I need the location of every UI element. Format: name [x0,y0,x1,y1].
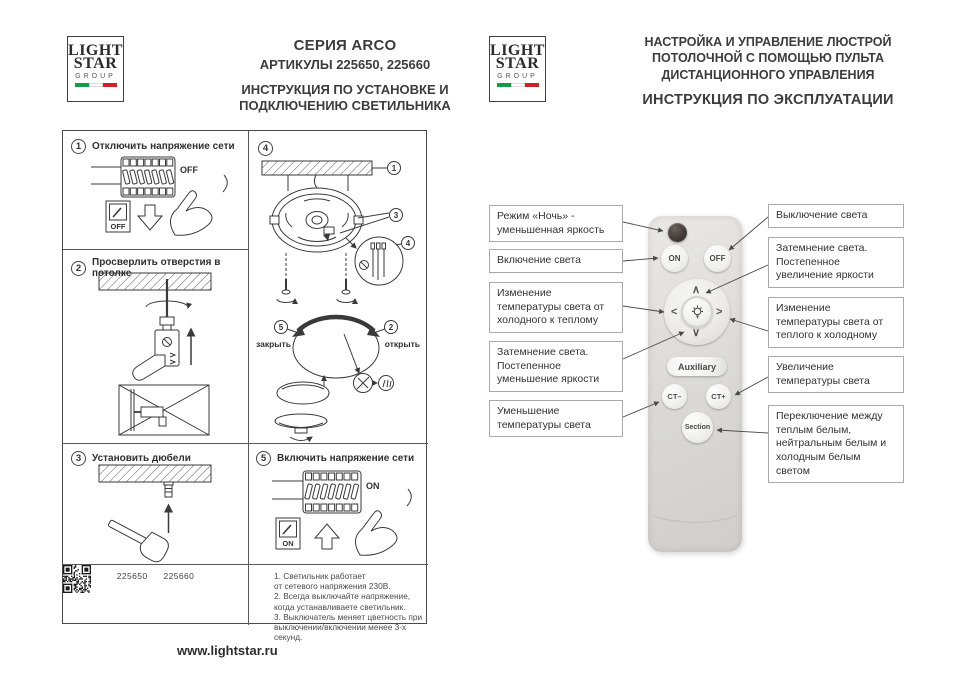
callout-light-off: Выключение света [768,204,904,228]
step5-header [256,451,414,466]
step2-header [71,257,248,279]
callout-dim-decrease: Затемнение света. Постепенное уменьшение яркости [489,341,623,392]
operation-subtitle-line3: ДИСТАНЦИОННОГО УПРАВЛЕНИЯ [661,67,875,82]
step3-cell [63,443,248,564]
step3-header [71,451,191,466]
note-line: выключении/включении менее 3-х секунд. [274,622,407,643]
note-line: когда устанавливаете светильник. [274,601,406,612]
ref-1: 1 [391,164,397,173]
lightstar-logo-left: LIGHT STAR GROUP [67,36,124,102]
left-header-title [150,37,540,114]
step3-number: 3 [71,451,86,466]
off-button: OFF [704,245,731,272]
step4-illustration mounting-diagram [248,131,428,443]
step5-number: 5 [256,451,271,466]
qr-label-225650: 225650 [116,571,148,581]
step1-header [71,139,235,154]
step5-cell [248,443,428,564]
qr-article-1 [117,571,148,625]
ct-minus-button: CT– [662,384,687,409]
callout-temp-warm-to-cold: Изменение температуры света от теплого к холодному [768,297,904,348]
operation-subtitle-line2: ПОТОЛОЧНОЙ С ПОМОЩЬЮ ПУЛЬТА [651,51,884,66]
callout-temp-increase: Увеличение температуры света [768,356,904,393]
lightstar-logo-right: LIGHT STAR GROUP [489,36,546,102]
section-button: Section [682,412,713,443]
note-line: 2. Всегда выключайте напряжение, [274,591,411,602]
ref-3: 3 [393,211,399,220]
auxiliary-button: Auxiliary [667,357,727,376]
ref-2: 2 [388,323,394,332]
qr-code-icon [63,565,91,593]
ct-plus-button: CT+ [706,384,731,409]
bulb-icon [689,304,706,321]
qr-label-225660: 225660 [163,571,195,581]
step2-number: 2 [71,261,86,276]
step2-cell [63,249,248,443]
dpad-up-chevron: ∧ [692,284,701,296]
install-title-line2: ПОДКЛЮЧЕНИЮ СВЕТИЛЬНИКА [239,97,451,113]
step4-cell [248,131,428,443]
breaker-off-label: OFF [180,165,198,175]
callout-light-on: Включение света [489,249,623,273]
step1-label: Отключить напряжение сети [92,141,235,152]
light-bulb-button [681,296,713,328]
callout-temp-cold-to-warm: Изменение температуры света от холодного к теплому [489,282,623,333]
step5-label: Включить напряжение сети [277,453,415,464]
breaker-on-label: ON [366,481,380,491]
callout-temp-decrease: Уменьшение температуры света [489,400,623,437]
notes-cell [248,565,428,643]
note-line: от сетевого напряжения 230В. [274,581,391,592]
step2-label: Просверлить отверстия в потолке [92,257,221,279]
step1-number: 1 [71,139,86,154]
callout-night-mode: Режим «Ночь» - уменьшенная яркость [489,205,623,242]
operation-title: ИНСТРУКЦИЯ ПО ЭКСПЛУАТАЦИИ [642,91,894,108]
website-url: www.lightstar.ru [177,643,278,658]
open-label: открыть [384,339,420,349]
ref-4: 4 [405,239,411,248]
italian-flag-icon [497,83,539,87]
on-button: ON [661,245,688,272]
qr-codes-cell [63,565,248,625]
callout-white-switching: Переключение между теплым белым, нейтральным белым и холодным белым светом [768,405,904,483]
dpad-right-chevron: > [716,306,723,318]
qr-article-2 [164,571,195,625]
night-mode-button [668,223,687,242]
articles-line: АРТИКУЛЫ 225650, 225660 [259,57,431,72]
installation-panel [62,130,427,643]
inset-on-label: ON [282,539,294,548]
note-line: 1. Светильник работает [274,571,366,581]
ref-5: 5 [278,323,284,332]
dpad-down-chevron: ∨ [692,327,701,339]
close-label: закрыть [256,339,291,349]
right-header-title [578,34,958,108]
step3-label: Установить дюбели [92,453,191,464]
note-line: 3. Выключатель меняет цветность при [274,611,423,622]
inset-off-label: OFF [110,222,126,231]
logo-text: LIGHT [68,42,123,59]
italian-flag-icon [75,83,117,87]
install-title-line1: ИНСТРУКЦИЯ ПО УСТАНОВКЕ И [241,82,449,97]
operation-subtitle-line1: НАСТРОЙКА И УПРАВЛЕНИЕ ЛЮСТРОЙ [644,35,892,49]
step4-number: 4 [258,141,273,156]
series-title: СЕРИЯ ARCO [293,37,397,54]
step4-header [258,141,273,156]
step1-cell [63,131,248,249]
dpad-left-chevron: < [671,306,678,318]
callout-dim-increase: Затемнение света. Постепенное увеличение яркости [768,237,904,288]
